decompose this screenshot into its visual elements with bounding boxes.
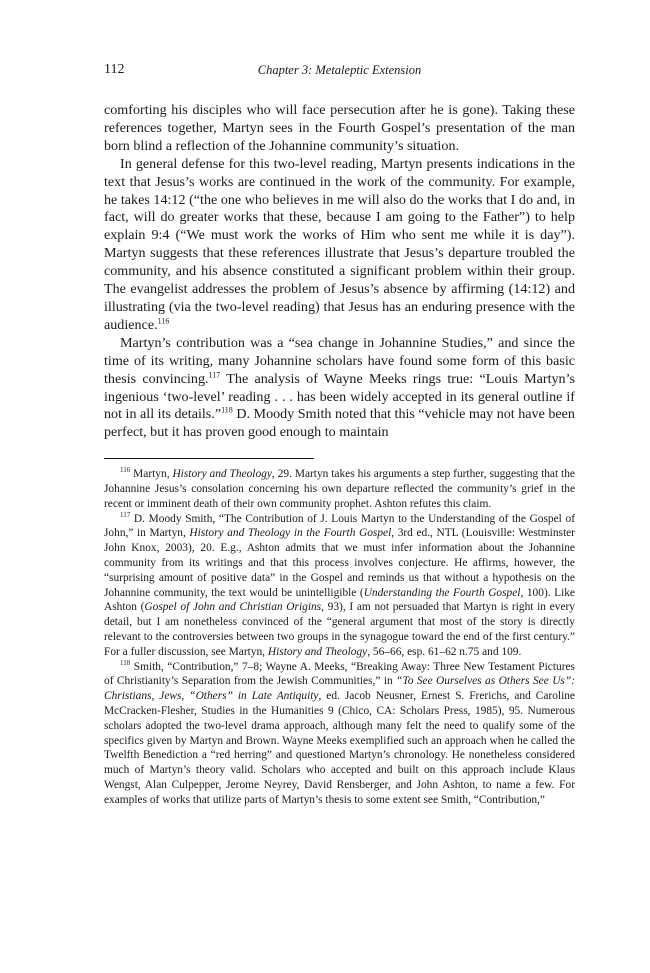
- footnote-ref-117[interactable]: 117: [208, 369, 221, 379]
- paragraph-3: Martyn’s contribution was a “sea change in Johannine Studies,” and since the time of its writing, many Johannine scholars have found some form of this basic thesis convincing.$^{117}$ The analysis of Wayne Meeks rings true: “Louis Martyn’s ingenious ‘two-level’ reading . . . has been widely accepted in its general outline if not in all its details.”$^{118}$ D. Moody Smith noted that this “vehicle may not have been perfect, but it has proven good enough to maintain: [104, 334, 576, 441]
- footnotes: [104, 467, 575, 807]
- footnote-ref-118[interactable]: 118: [221, 405, 233, 415]
- footnote-116: $^{116}$ Martyn, History and Theology, 29. Martyn takes his arguments a step further, suggesting that the Johannine Jesus’s consolation concerning his own departure reflected the community’s grief in the recent or imminent death of their own community prophet. Ashton refutes this claim.: [104, 466, 575, 510]
- main-text: [104, 102, 575, 442]
- paragraph-2: In general defense for this two-level reading, Martyn presents indications in the text that Jesus’s works are continued in the work of the community. For example, he takes 14:12 (“the one who believes in me will also do the works that I do and, in fact, will do greater works that these, because I am going to the Father”) to help explain 9:4 (“We must work the works of Him who sent me while it is day”). Martyn suggests that these references illustrate that Jesus’s departure troubled the community, and his absence constituted a significant problem within their group. The evangelist addresses the problem of Jesus’s absence by affirming (14:12) and illustrating (via the two-level reading) that Jesus has an enduring presence with the audience.$^{116}$: [104, 155, 575, 333]
- running-head: Chapter 3: Metaleptic Extension: [257, 63, 422, 77]
- footnote-divider: [104, 458, 314, 459]
- footnote-ref-116[interactable]: 116: [157, 316, 170, 326]
- paragraph-1: comforting his disciples who will face persecution after he is gone). Taking these references together, Martyn sees in the Fourth Gospel’s presentation of the man born blind a reflection of the Johannine community’s situation.: [104, 102, 575, 154]
- footnote-117: $^{117}$ D. Moody Smith, “The Contribution of J. Louis Martyn to the Understanding of the Gospel of John,” in Martyn, History and Theology in the Fourth Gospel, 3rd ed., NTL (Louisville: Westminster John Knox, 2003), 20. E.g., Ashton admits that we must infer information about the Johannine community from its writings and that this process involves conjecture. He affirms, however, the “surprising amount of positive data” in the Gospel and reminds us that without a hypothesis on the Johannine community, the text would be unintelligible (Understanding the Fourth Gospel, 100). Like Ashton (Gospel of John and Christian Origins, 93), I am not persuaded that Martyn is right in every detail, but I am nonetheless convinced of the “general argument that most of the story is directly relevant to the controversies between two groups in the synagogue toward the end of the first century.” For a fuller discussion, see Martyn, History and Theology, 56–66, esp. 61–62 n.75 and 109.: [104, 510, 575, 658]
- page-header: [104, 62, 575, 82]
- page-number: 112: [104, 62, 125, 77]
- footnote-118: $^{118}$ Smith, “Contribution,” 7–8; Wayne A. Meeks, “Breaking Away: Three New Testament Pictures of Christianity’s Separation from the Jewish Communities,” in “To See Ourselves as Others See Us”: Christians, Jews, “Others” in Late Antiquity, ed. Jacob Neusner, Ernest S. Frerichs, and Caroline McCracken-Flesher, Studies in the Humanities 9 (Chico, CA: Scholars Press, 1985), 95. Numerous scholars adopted the two-level drama approach, although many felt the need to qualify some of the specifics given by Martyn and Brown. Wayne Meeks exemplified such an approach when he called the Twelfth Benediction a “red herring” and questioned Martyn’s chronology. He nonetheless considered much of Martyn’s theory valid. Scholars who accepted and built on this approach include Klaus Wengst, Alan Culpepper, Jerome Neyrey, David Rensberger, and John Ashton, to name a few. For examples of works that utilize parts of Martyn’s thesis to some extent see Smith, “Contribution,”: [104, 658, 575, 806]
- book-page: [104, 62, 575, 808]
